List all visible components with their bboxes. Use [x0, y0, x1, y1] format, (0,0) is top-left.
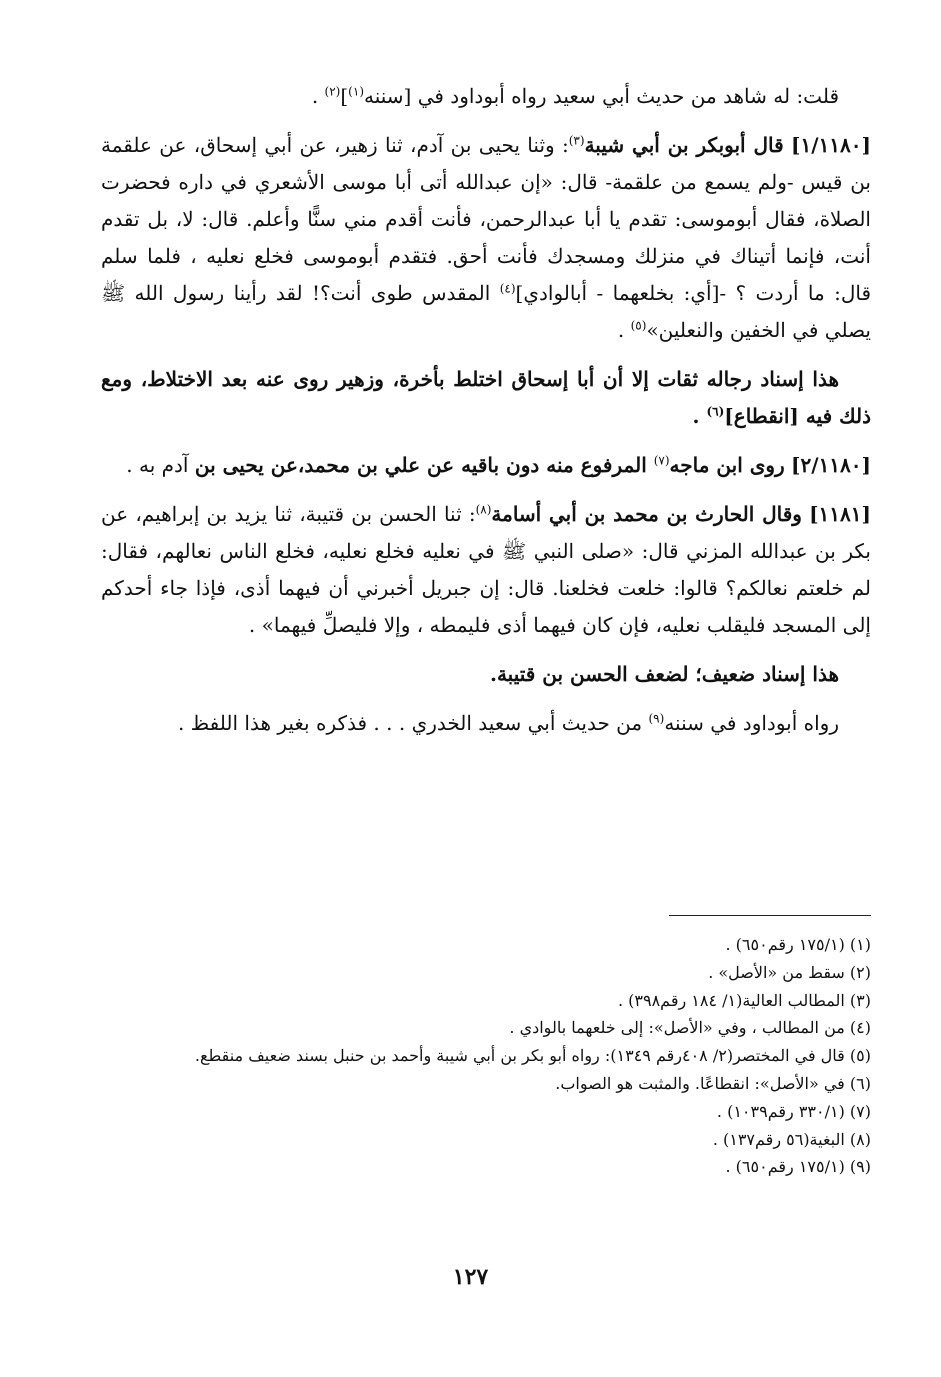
hadith-number: [١/١١٨٠]	[791, 133, 871, 157]
hadith-number: [٢/١١٨٠]	[791, 453, 871, 477]
hadith-text-bold: روى ابن ماجه	[669, 453, 785, 477]
footnote-9: (٩) (١٧٥/١ رقم٦٥٠) .	[725, 1157, 871, 1177]
footnote-5: (٥) قال في المختصر(٢/ ٤٠٨رقم ١٣٤٩): رواه أبو بكر بن أبي شيبة وأحمد بن حنبل بسند ضعيف منقطع.	[194, 1046, 871, 1066]
footnotes	[91, 931, 871, 1181]
hadith-1180-2	[101, 447, 871, 484]
hadith-text-cont: المقدس طوى أنت؟! لقد رأينا رسول الله ﷺ يصلي في الخفين والنعلين»	[101, 281, 871, 342]
hadith-text-bold-cont: المرفوع منه دون باقيه عن علي بن محمد،عن يحيى بن	[194, 453, 654, 477]
hadith-text: : وثنا يحيى بن آدم، ثنا زهير، عن أبي إسحاق، عن علقمة بن قيس -ولم يسمع من علقمة- قال: «إن عبدالله أتى أبا موسى الأشعري في داره فحضرت الصلاة، فقال أبوموسى: تقدم يا أبا عبدالرحمن، فأنت أقدم مني سنًّا وأعلم. قال: لا، بل تقدم أنت، فإنما أتيناك في منزلك ومسجدك فأنت أحق. فتقدم أبوموسى فخلع نعليه ، فلما سلم قال: ما أردت ؟ -[أي: بخلعهما - أبالوادي]	[101, 133, 871, 305]
grading-text: هذا إسناد رجاله ثقات إلا أن أبا إسحاق اختلط بأخرة، وزهير روى عنه بعد الاختلاط، ومع ذلك فيه [انقطاع]	[101, 367, 871, 428]
footnote-3: (٣) المطالب العالية(١/ ١٨٤ رقم٣٩٨) .	[617, 990, 871, 1010]
period: .	[617, 318, 625, 342]
footnote-4: (٤) من المطالب ، وفي «الأصل»: إلى خلعهما بالوادي .	[509, 1018, 871, 1038]
bracket-close: ]	[340, 84, 349, 108]
footnote-2: (٢) سقط من «الأصل» .	[708, 962, 871, 982]
footnote-1: (١) (١٧٥/١ رقم٦٥٠) .	[725, 935, 871, 954]
footnote-6: (٦) في «الأصل»: انقطاعًا. والمثبت هو الصواب.	[555, 1073, 871, 1093]
period: .	[248, 613, 256, 637]
grading-2	[101, 656, 871, 693]
footnote-ref: (٨)	[475, 502, 492, 517]
closing-text-cont: من حديث أبي سعيد الخدري . . . فذكره بغير هذا اللفظ .	[177, 711, 649, 735]
footnote-ref: (٤)	[499, 281, 516, 296]
intro-text: قلت: له شاهد من حديث أبي سعيد رواه أبوداود في [سننه	[364, 84, 839, 108]
footnote-ref: (٧)	[653, 453, 670, 468]
hadith-narrator: قال أبوبكر بن أبي شيبة	[584, 133, 784, 157]
hadith-number: [١١٨١]	[809, 502, 871, 526]
hadith-text: : ثنا الحسن بن قتيبة، ثنا يزيد بن إبراهيم، عن بكر بن عبدالله المزني قال: «صلى النبي ﷺ في نعليه فخلع نعليه، فخلع الناس نعالهم، فقال: لم خلعتم نعالكم؟ قالوا: خلعت فخلعنا. قال: إن جبريل أخبرني أن فيهما أذى، فإذا جاء أحدكم إلى المسجد فليقلب نعليه، فإن كان فيهما أذى فليمطه ، وإلا فليصلِّ فيهما»	[101, 502, 871, 637]
main-text	[101, 78, 871, 754]
intro-paragraph	[101, 78, 871, 115]
period: .	[311, 84, 319, 108]
footnote-8: (٨) البغية(٥٦ رقم١٣٧) .	[712, 1129, 871, 1149]
footnote-separator	[669, 915, 871, 916]
footnote-ref: (٦)	[706, 404, 725, 419]
grading-text: هذا إسناد ضعيف؛ لضعف الحسن بن قتيبة.	[489, 662, 839, 686]
closing-paragraph	[101, 705, 871, 742]
footnote-7: (٧) (٣٣٠/١ رقم١٠٣٩) .	[716, 1101, 871, 1121]
footnote-ref: (٥)	[630, 318, 647, 333]
hadith-1180-1	[101, 127, 871, 349]
grading-1	[101, 361, 871, 435]
footnote-ref: (٢)	[324, 84, 341, 99]
footnote-ref: (٣)	[568, 133, 585, 148]
hadith-text: آدم به .	[126, 453, 195, 477]
footnote-ref: (٩)	[648, 711, 665, 726]
footnote-ref: (١)	[348, 84, 364, 99]
closing-text: رواه أبوداود في سننه	[664, 711, 839, 735]
hadith-narrator: وقال الحارث بن محمد بن أبي أسامة	[491, 502, 802, 526]
page-number: ١٢٧	[452, 1264, 489, 1290]
hadith-1181	[101, 496, 871, 644]
period: .	[692, 404, 700, 428]
